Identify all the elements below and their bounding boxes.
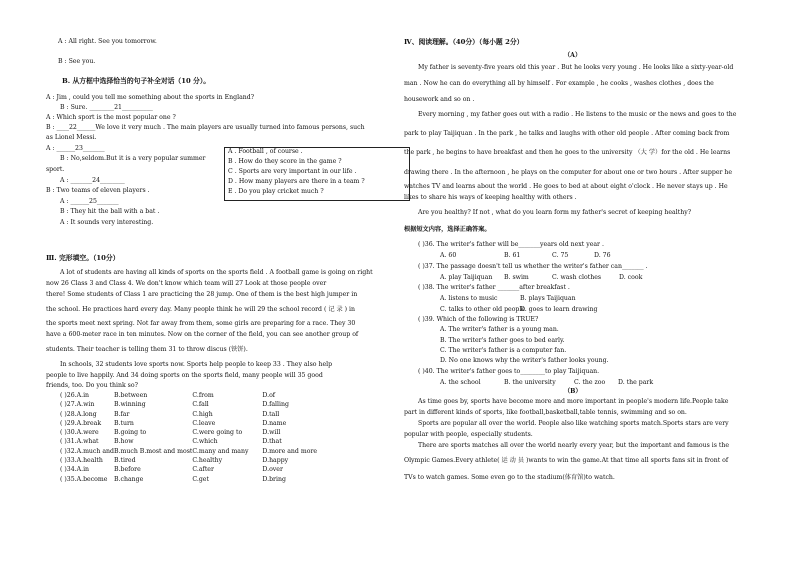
passage-b-line: There are sports matches all over the world nearly every year, but the important and famous is the	[418, 442, 729, 449]
passage-b-line: Olympic Games.Every athlete( 运 动 员 )wants to win the game.At that time all sports fans sit in front of	[404, 457, 729, 464]
cloze-option: C.leave	[192, 419, 216, 427]
cloze-option: B.before	[113, 466, 141, 474]
passage-a-line: likes to share his ways of keeping healthy with others .	[404, 194, 577, 201]
cloze-option-row	[60, 438, 330, 447]
question-option: C. the zoo	[574, 379, 606, 386]
question-option: B. plays Taijiquan	[520, 295, 576, 302]
cloze-option: B.tired	[113, 457, 136, 465]
cloze-option: B.change	[113, 475, 144, 483]
question-option: A. play Taijiquan	[440, 274, 493, 281]
cloze-question-option: ( )35.A.become	[60, 475, 108, 483]
dialogue-b-line: A : Which sport is the most popular one ?	[46, 114, 176, 121]
cloze-option-row	[60, 420, 330, 429]
cloze-option-row	[60, 392, 330, 401]
dialogue-a-line: A : All right. See you tomorrow.	[58, 38, 157, 45]
question-option: A. 60	[440, 252, 457, 259]
cloze-option: D.over	[262, 466, 283, 474]
cloze-option: C.high	[192, 410, 213, 418]
cloze-question-option: ( )33.A.health	[60, 457, 103, 465]
passage-a-line: Are you healthy? If not , what do you learn form my father's secret of keeping healthy?	[418, 209, 692, 216]
question-stem: ( )37. The passage doesn't tell us whether the writer's father can_______ .	[418, 263, 648, 270]
question-option: B. The writer's father goes to bed early.	[440, 337, 565, 344]
box-option: E . Do you play cricket much ?	[228, 188, 324, 195]
question-option: A. listens to music	[440, 295, 498, 302]
box-option: A . Football , of course .	[228, 148, 303, 155]
box-option: C . Sports are very important in our life .	[228, 168, 357, 175]
question-option: D. No one knows why the writer's father looks young.	[440, 357, 609, 364]
cloze-option-row	[60, 411, 330, 420]
cloze-question-option: ( )27.A.win	[60, 401, 95, 409]
box-option: D . How many players are there in a team ?	[228, 178, 365, 185]
cloze-question-option: ( )32.A.much and	[60, 447, 114, 455]
passage-a-line: My father is seventy-five years old this year . But he looks very young . He looks like a sixty-year-old	[418, 64, 734, 71]
passage-b-line: As time goes by, sports have become more and more important in people's modern life.People take	[418, 398, 729, 405]
cloze-question-option: ( )34.A.in	[60, 466, 90, 474]
question-option: B. the university	[504, 379, 556, 386]
dialogue-b-line: as Lionel Messi.	[46, 134, 97, 141]
dialogue-b-line: A : Jim , could you tell me something about the sports in England?	[46, 94, 255, 101]
passage-a-line: watches TV and learns about the world . He goes to bed at about eight o'clock . He never stays up . He	[404, 183, 728, 190]
cloze-option: D.bring	[262, 475, 286, 483]
cloze-option: D.falling	[262, 401, 289, 409]
cloze-option: D.will	[262, 429, 281, 437]
cloze-question-option: ( )28.A.long	[60, 410, 97, 418]
passage-b-line: TVs to watch games. Some even go to the stadium(体育馆)to watch.	[404, 474, 615, 481]
question-option: A. The writer's father is a young man.	[440, 326, 559, 333]
question-stem: ( )36. The writer's father will be_______years old next year .	[418, 241, 604, 248]
options-box	[224, 147, 410, 201]
question-option: C. 75	[552, 252, 569, 259]
cloze-line: the sports meet next spring. Not far away from them, some girls are preparing for a race. They 30	[46, 320, 356, 327]
passage-a-line: drawing there . In the afternoon , he plays on the computer for about one or two hours . After supper he	[404, 169, 733, 176]
cloze-line: friends, too. Do you think so?	[46, 382, 138, 389]
cloze-line: there! Some students of Class 1 are practicing the 28 jump. One of them is the best high jumper in	[46, 291, 358, 298]
dialogue-b-line: B : Sure. ________21__________	[60, 104, 153, 111]
passage-a-line: park to play Taijiquan . In the park , he talks and laughs with other old people . After coming back from	[404, 130, 730, 137]
cloze-option-row	[60, 457, 330, 466]
question-option: B. 61	[504, 252, 521, 259]
dialogue-a-line: B : See you.	[58, 58, 96, 65]
passage-b-label: （B）	[564, 388, 582, 395]
cloze-line: A lot of students are having all kinds of sports on the sports field . A football game is going on right	[60, 269, 373, 276]
dialogue-b-line: A : _______24________	[60, 177, 125, 184]
dialogue-b-line: B : No,seldom.But it is a very popular summer	[60, 155, 206, 162]
passage-a-line: Every morning , my father goes out with a radio . He listens to the music or the news and goes to the	[418, 111, 737, 118]
cloze-option-row	[60, 466, 330, 475]
question-stem: ( )40. The writer's father goes to________to play Taijiquan.	[418, 368, 600, 375]
cloze-option: B.winning	[113, 401, 146, 409]
cloze-option: D.of	[262, 392, 276, 399]
cloze-option: D.name	[262, 419, 287, 427]
cloze-line: In schools, 32 students love sports now. Sports help people to keep 33 . They also help	[60, 361, 333, 368]
cloze-option: B.much B.most and most	[113, 447, 193, 455]
question-stem: ( )38. The writer's father _______after breakfast .	[418, 284, 570, 291]
cloze-option: C.were going to	[192, 429, 243, 437]
question-option: D. cook	[619, 274, 643, 281]
section4-heading: Ⅳ、阅读理解。（40分）（每小题 2分）	[404, 38, 524, 46]
passage-a-line: housework and so on .	[404, 96, 475, 103]
cloze-option: B.between	[113, 392, 148, 399]
cloze-option: B.turn	[113, 419, 134, 427]
question-option: C. talks to other old people	[440, 306, 526, 313]
cloze-option-row	[60, 401, 330, 410]
cloze-question-option: ( )31.A.what	[60, 438, 99, 446]
cloze-option-row	[60, 448, 330, 457]
cloze-option: C.get	[192, 475, 209, 483]
dialogue-b-line: B : ____22______We love it very much . The main players are usually turned into famous persons, such	[46, 124, 365, 131]
cloze-option: D.more and more	[262, 447, 318, 455]
cloze-question-option: ( )26.A.in	[60, 392, 90, 399]
section-b-heading: B. 从方框中选择恰当的句子补全对话（10 分）。	[62, 77, 211, 85]
question-option: D. goes to learn drawing	[520, 306, 598, 313]
cloze-line: students. Their teacher is telling them 31 to throw discus (铁饼).	[46, 346, 248, 353]
cloze-question-option: ( )30.A.were	[60, 429, 99, 437]
question-option: D. 76	[594, 252, 611, 259]
question-stem: ( )39. Which of the following is TRUE?	[418, 316, 539, 323]
cloze-option: D.happy	[262, 457, 289, 465]
dialogue-b-line: A : ______23_______	[46, 145, 105, 152]
passage-b-line: Sports are popular all over the world. People also like watching sports match.Sports stars are very	[418, 420, 729, 427]
dialogue-b-line: A : It sounds very interesting.	[60, 219, 154, 226]
passage-b-line: popular with people, especially students.	[404, 431, 533, 438]
cloze-option: B.far	[113, 410, 130, 418]
cloze-option: B.how	[113, 438, 134, 446]
cloze-line: now 26 Class 3 and Class 4. We don't know which team will 27 Look at those people over	[46, 280, 327, 287]
cloze-line: people to live happily. And 34 doing sports on the sports field, many people will 35 good	[46, 372, 323, 379]
cloze-option: C.after	[192, 466, 214, 474]
section3-heading: Ⅲ. 完形填空。（10分）	[46, 254, 120, 262]
cloze-option: C.from	[192, 392, 214, 399]
cloze-option: C.which	[192, 438, 218, 446]
cloze-line: the school. He practices hard every day. Many people think he will 29 the school record ( 记 录 ) in	[46, 306, 356, 313]
cloze-line: have a 600-meter race in ten minutes. Now on the corner of the field, you can see another group of	[46, 331, 359, 338]
passage-a-line: the park , he begins to have breakfast and then he goes to the university （大 学）for the old . He learns	[404, 149, 731, 156]
passage-b-line: part in different kinds of sports, like football,basketball,table tennis, swimming and so on.	[404, 409, 687, 416]
dialogue-b-line: A : ______25_______	[60, 198, 119, 205]
instruction: 根据短文内容，选择正确答案。	[404, 226, 491, 233]
question-option: B. swim	[504, 274, 529, 281]
question-option: C. The writer's father is a computer fan.	[440, 347, 567, 354]
dialogue-b-line: B : They hit the ball with a bat .	[60, 208, 160, 215]
dialogue-b-line: B : Two teams of eleven players .	[46, 187, 150, 194]
question-option: A. the school	[440, 379, 481, 386]
cloze-option: D.that	[262, 438, 282, 446]
passage-a-label: （A）	[564, 52, 582, 59]
cloze-option-row	[60, 429, 330, 438]
cloze-options-table	[60, 392, 330, 485]
cloze-option: C.fall	[192, 401, 209, 409]
cloze-option: C.many and many	[192, 447, 249, 455]
question-option: D. the park	[618, 379, 654, 386]
cloze-option-row	[60, 476, 330, 485]
cloze-option: D.tall	[262, 410, 280, 418]
passage-a-line: man . Now he can do everything all by himself . For example , he cooks , washes clothes , does the	[404, 80, 714, 87]
cloze-option: B.going to	[113, 429, 147, 437]
cloze-question-option: ( )29.A.break	[60, 419, 102, 427]
box-option: B . How do they score in the game ?	[228, 158, 342, 165]
question-option: C. wash clothes	[552, 274, 602, 281]
cloze-option: C.healthy	[192, 457, 223, 465]
dialogue-b-line: sport.	[46, 166, 65, 173]
